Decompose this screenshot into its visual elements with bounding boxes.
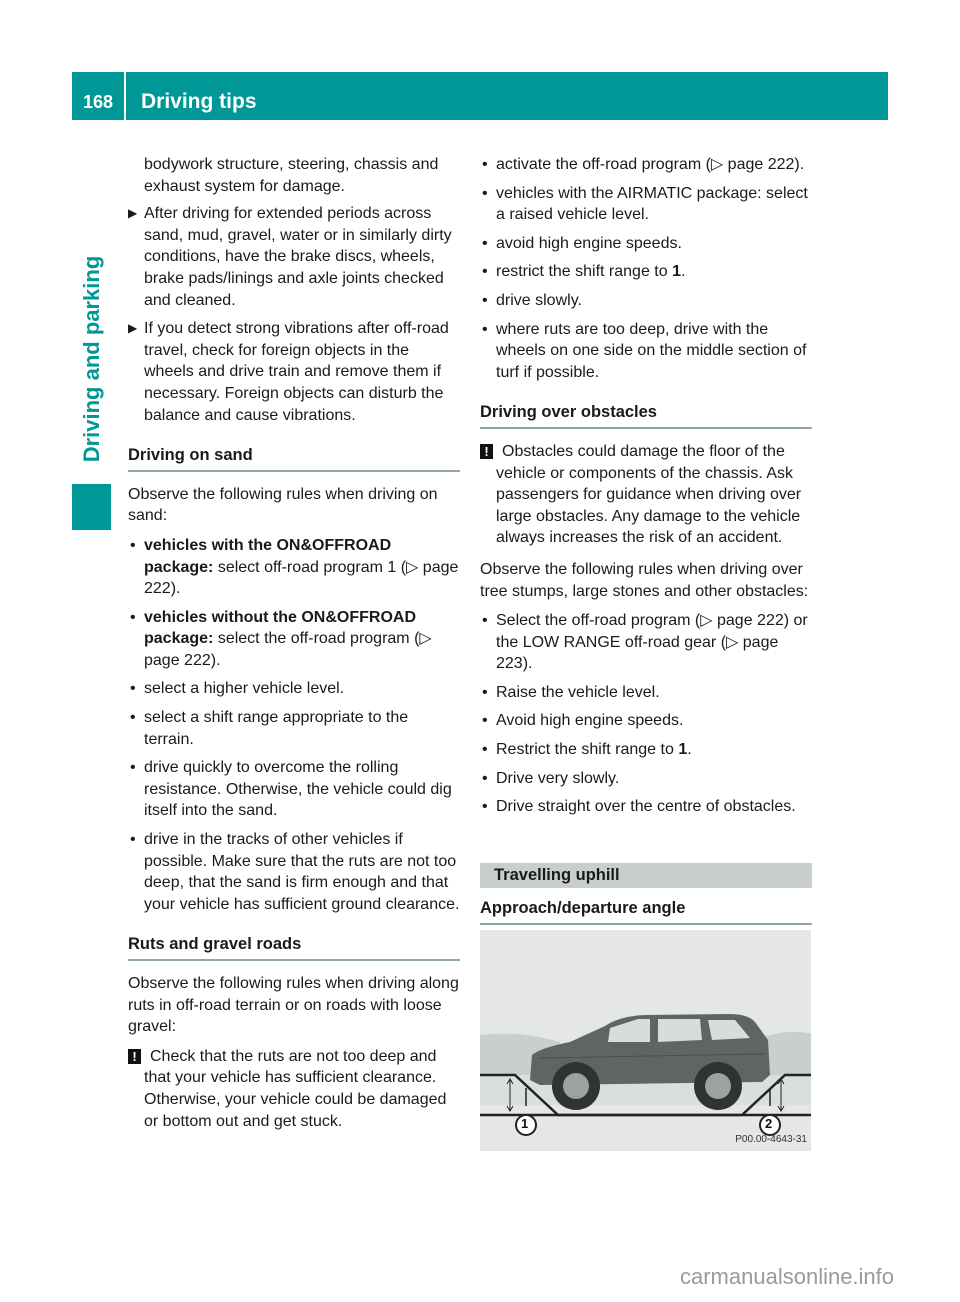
instruction-arrow-icon: ▶ (128, 206, 138, 221)
obstacles-intro: Observe the following rules when driving over tree stumps, large stones and other obstacles: (480, 560, 809, 600)
chapter-tab (74, 240, 110, 478)
vehicle-angle-diagram (480, 930, 811, 1151)
list-item: • drive in the tracks of other vehicles if possible. Make sure that the ruts are not too deep, that the sand is firm enough and that your vehicle has sufficient ground clearance. (130, 831, 460, 913)
chapter-label: Driving and parking (79, 255, 104, 463)
list-item: • vehicles with the ON&OFFROAD package: select off-road program 1 (▷ page 222). (130, 536, 459, 598)
bullet-icon: • (130, 536, 136, 554)
bullet-icon: • (130, 709, 136, 727)
bullet-icon: • (130, 608, 136, 626)
page-number: 168 (72, 72, 126, 120)
approach-departure-illustration (480, 930, 811, 1151)
bullet-icon: • (482, 612, 488, 630)
section-title-travelling-uphill: Travelling uphill (480, 863, 812, 889)
warning-note: ! Obstacles could damage the floor of the vehicle or components of the chassis. Ask passengers for guidance when driving over large obstacles. Any damage to the vehicle always increases the risk of an accident. (480, 441, 812, 549)
watermark: carmanualsonline.info (680, 1264, 895, 1289)
page-header (72, 72, 888, 120)
figure-code: P00.00-4643-31 (735, 1134, 807, 1145)
intro-continuation: bodywork structure, steering, chassis and exhaust system for damage. (144, 156, 439, 195)
bullet-icon: • (482, 156, 488, 173)
bullet-icon: • (482, 234, 488, 252)
list-item: • vehicles without the ON&OFFROAD package: select the off-road program (▷ page 222). (130, 608, 432, 669)
ruts-intro: Observe the following rules when driving along ruts in off-road terrain or on roads with loose gravel: (128, 975, 459, 1036)
warning-note: ! Check that the ruts are not too deep and that your vehicle has sufficient clearance. Otherwise, your vehicle could be damaged or bottom out and get stuck. (128, 1046, 460, 1132)
bullet-icon: • (130, 759, 136, 777)
list-item: • Drive very slowly. (480, 768, 812, 790)
list-item: • activate the off-road program (▷ page 222). (480, 154, 812, 176)
list-item: • Avoid high engine speeds. (480, 710, 812, 732)
chapter-marker-block (72, 484, 111, 530)
bullet-icon: • (130, 680, 136, 698)
list-item: • where ruts are too deep, drive with the wheels on one side on the middle section of turf if possible. (482, 320, 807, 381)
bullet-icon: • (130, 831, 136, 849)
bullet-icon: • (482, 683, 488, 701)
list-item: • drive slowly. (480, 290, 812, 312)
bullet-icon: • (482, 712, 488, 730)
list-item: • drive quickly to overcome the rolling resistance. Otherwise, the vehicle could dig itself into the sand. (130, 759, 452, 820)
heading-approach-departure-angle: Approach/departure angle (480, 898, 812, 925)
left-column (128, 154, 460, 1142)
bullet-icon: • (482, 263, 488, 281)
list-item: • avoid high engine speeds. (480, 233, 812, 255)
list-item: • restrict the shift range to 1. (480, 261, 812, 283)
heading-ruts-gravel: Ruts and gravel roads (128, 934, 460, 961)
list-item: • Restrict the shift range to 1. (480, 739, 812, 761)
list-item: • Select the off-road program (▷ page 222) or the LOW RANGE off-road gear (▷ page 223). (482, 612, 808, 673)
callout-2: 2 (765, 1116, 773, 1131)
bullet-icon: • (482, 184, 488, 202)
list-item: • Raise the vehicle level. (480, 682, 812, 704)
heading-driving-over-obstacles: Driving over obstacles (480, 402, 812, 429)
bullet-icon: • (482, 769, 488, 787)
instruction-item: ▶ After driving for extended periods across sand, mud, gravel, water or in similarly dirty conditions, have the brake discs, wheels, brake pads/linings and axle joints checked and cleaned. (128, 205, 452, 309)
list-item: • select a higher vehicle level. (128, 678, 460, 700)
callout-1: 1 (521, 1116, 529, 1131)
sand-intro: Observe the following rules when driving on sand: (128, 485, 438, 525)
heading-driving-on-sand: Driving on sand (128, 445, 460, 472)
warning-icon: ! (128, 1049, 141, 1064)
bullet-icon: • (482, 291, 488, 309)
bullet-icon: • (482, 320, 488, 338)
list-item: • select a shift range appropriate to the terrain. (130, 709, 409, 748)
right-column (480, 154, 812, 937)
instruction-arrow-icon: ▶ (128, 321, 138, 336)
bullet-icon: • (482, 798, 488, 816)
list-item: • vehicles with the AIRMATIC package: select a raised vehicle level. (482, 184, 808, 224)
bullet-icon: • (482, 741, 488, 759)
list-item: • Drive straight over the centre of obstacles. (480, 796, 812, 818)
instruction-item: ▶ If you detect strong vibrations after off-road travel, check for foreign objects in the wheels and drive train and remove them if necessary. Foreign objects can disturb the balance and cause vibrations. (128, 320, 449, 424)
page-title: Driving tips (141, 90, 257, 113)
warning-icon: ! (480, 444, 493, 459)
